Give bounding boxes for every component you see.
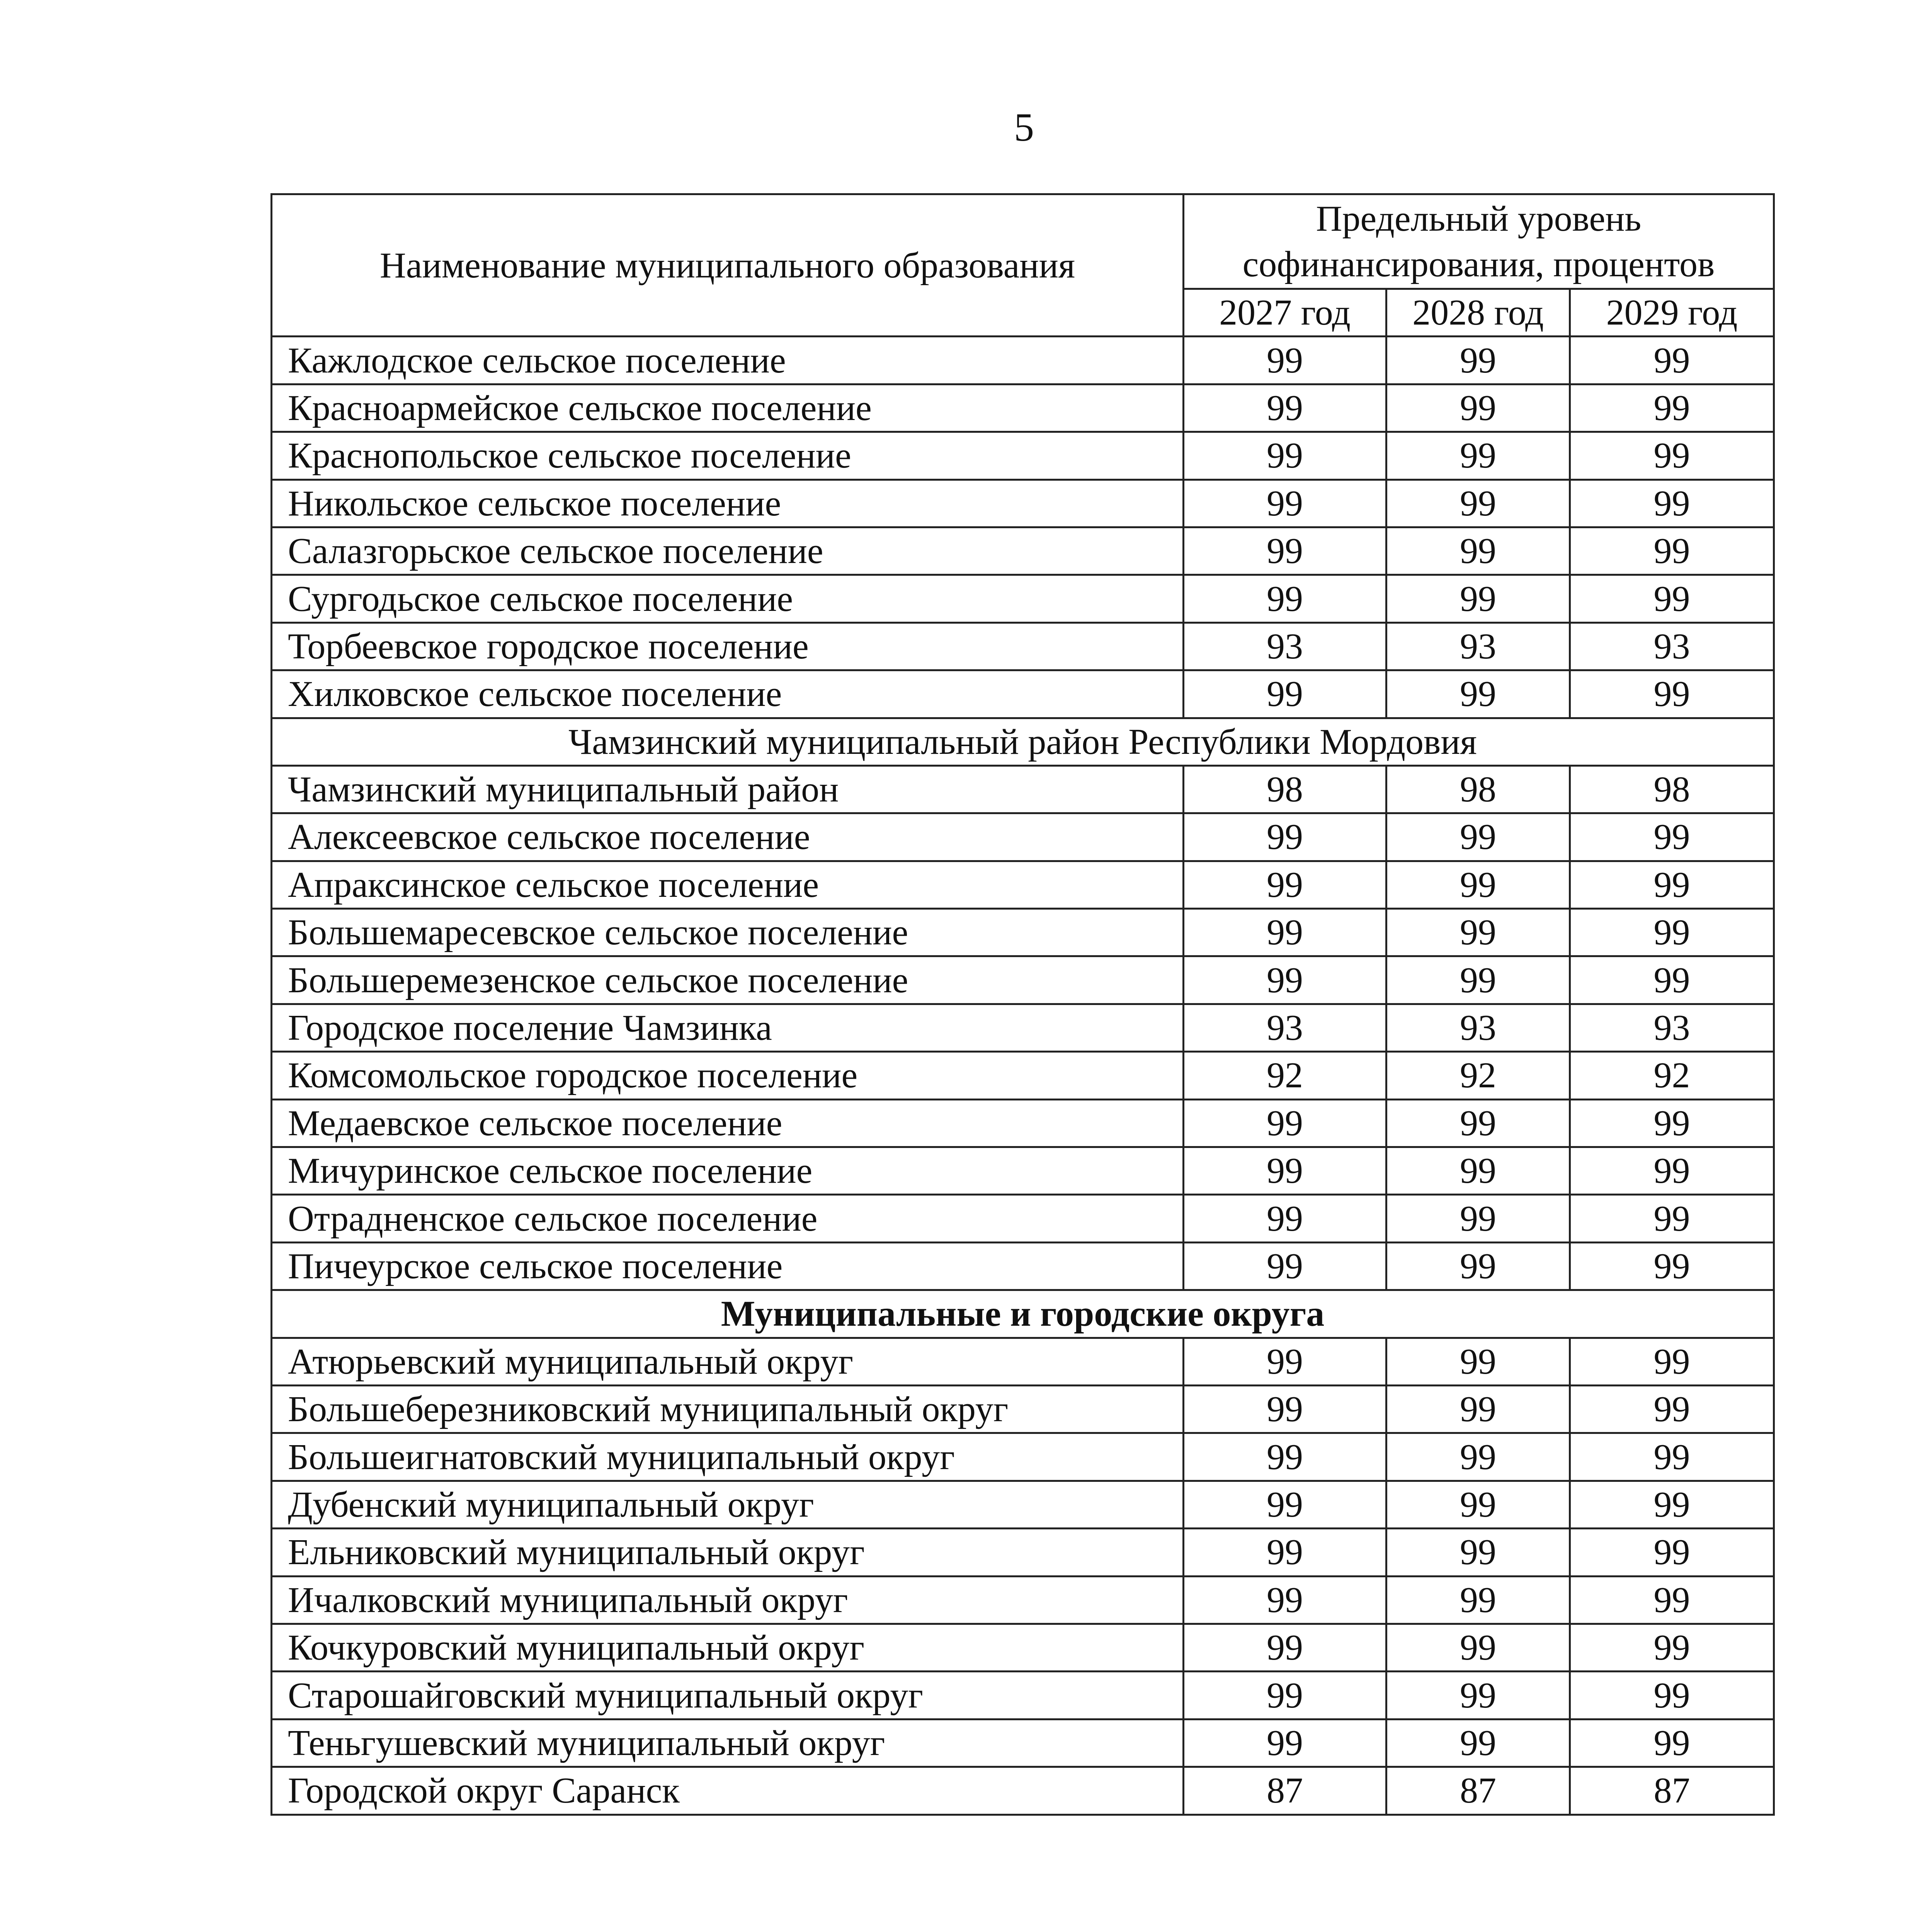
- value-2029: 99: [1570, 337, 1774, 384]
- table-row: [272, 337, 1774, 384]
- value-2028: 93: [1386, 622, 1570, 670]
- value-2028: 99: [1386, 432, 1570, 480]
- table-row: [272, 1147, 1774, 1195]
- value-2027: 93: [1184, 622, 1386, 670]
- value-2029: 99: [1570, 1099, 1774, 1147]
- value-2027: 99: [1184, 1576, 1386, 1624]
- section-title: Муниципальные и городские округа: [272, 1290, 1774, 1338]
- value-2027: 87: [1184, 1767, 1386, 1815]
- table-row: [272, 1242, 1774, 1290]
- municipality-name: Большеремезенское сельское поселение: [272, 956, 1184, 1004]
- value-2027: 98: [1184, 765, 1386, 813]
- table-row: [272, 1433, 1774, 1481]
- value-2029: 99: [1570, 1719, 1774, 1767]
- value-2029: 99: [1570, 1576, 1774, 1624]
- table-row: [272, 1719, 1774, 1767]
- municipality-name: Алексеевское сельское поселение: [272, 813, 1184, 861]
- table-row: [272, 1052, 1774, 1099]
- value-2028: 99: [1386, 670, 1570, 718]
- municipality-name: Ельниковский муниципальный округ: [272, 1529, 1184, 1576]
- value-2029: 99: [1570, 909, 1774, 956]
- table-row: [272, 527, 1774, 575]
- value-2029: 99: [1570, 384, 1774, 432]
- value-2029: 99: [1570, 480, 1774, 527]
- value-2029: 99: [1570, 1624, 1774, 1671]
- municipality-name: Торбеевское городское поселение: [272, 622, 1184, 670]
- header-year-2029: 2029 год: [1570, 289, 1774, 337]
- municipality-name: Городское поселение Чамзинка: [272, 1004, 1184, 1051]
- value-2029: 99: [1570, 1433, 1774, 1481]
- value-2027: 92: [1184, 1052, 1386, 1099]
- value-2027: 99: [1184, 384, 1386, 432]
- value-2027: 99: [1184, 1481, 1386, 1528]
- municipality-name: Никольское сельское поселение: [272, 480, 1184, 527]
- value-2029: 99: [1570, 1481, 1774, 1528]
- value-2029: 99: [1570, 1338, 1774, 1385]
- value-2028: 99: [1386, 1385, 1570, 1433]
- municipality-name: Краснопольское сельское поселение: [272, 432, 1184, 480]
- municipality-name: Пичеурское сельское поселение: [272, 1242, 1184, 1290]
- municipality-name: Кажлодское сельское поселение: [272, 337, 1184, 384]
- value-2029: 99: [1570, 1672, 1774, 1719]
- municipality-name: Сургодьское сельское поселение: [272, 575, 1184, 622]
- value-2027: 99: [1184, 1195, 1386, 1242]
- value-2028: 99: [1386, 1195, 1570, 1242]
- value-2027: 99: [1184, 1433, 1386, 1481]
- value-2028: 99: [1386, 1624, 1570, 1671]
- municipality-name: Старошайговский муниципальный округ: [272, 1672, 1184, 1719]
- value-2029: 92: [1570, 1052, 1774, 1099]
- table-row: [272, 1481, 1774, 1528]
- value-2027: 99: [1184, 1529, 1386, 1576]
- header-name-column: Наименование муниципального образования: [272, 194, 1184, 337]
- value-2029: 87: [1570, 1767, 1774, 1815]
- value-2028: 92: [1386, 1052, 1570, 1099]
- value-2028: 99: [1386, 384, 1570, 432]
- page-number: 5: [1014, 105, 1034, 150]
- table-row: [272, 1529, 1774, 1576]
- value-2028: 99: [1386, 1433, 1570, 1481]
- municipality-name: Красноармейское сельское поселение: [272, 384, 1184, 432]
- section-row: [272, 718, 1774, 765]
- value-2028: 99: [1386, 1481, 1570, 1528]
- table-row: [272, 1195, 1774, 1242]
- value-2028: 99: [1386, 337, 1570, 384]
- section-row: [272, 1290, 1774, 1338]
- value-2027: 99: [1184, 1099, 1386, 1147]
- value-2028: 99: [1386, 480, 1570, 527]
- table-row: [272, 1672, 1774, 1719]
- municipality-name: Большемаресевское сельское поселение: [272, 909, 1184, 956]
- value-2027: 99: [1184, 861, 1386, 908]
- value-2028: 99: [1386, 956, 1570, 1004]
- value-2028: 99: [1386, 1099, 1570, 1147]
- value-2029: 99: [1570, 1242, 1774, 1290]
- table-row: [272, 956, 1774, 1004]
- municipality-name: Атюрьевский муниципальный округ: [272, 1338, 1184, 1385]
- value-2029: 99: [1570, 1385, 1774, 1433]
- table-row: [272, 1099, 1774, 1147]
- table-row: [272, 1624, 1774, 1671]
- value-2028: 99: [1386, 1147, 1570, 1195]
- value-2029: 99: [1570, 1195, 1774, 1242]
- value-2029: 99: [1570, 813, 1774, 861]
- table-row: [272, 765, 1774, 813]
- municipality-name: Чамзинский муниципальный район: [272, 765, 1184, 813]
- table-row: [272, 575, 1774, 622]
- value-2028: 99: [1386, 909, 1570, 956]
- value-2027: 99: [1184, 1672, 1386, 1719]
- value-2028: 99: [1386, 813, 1570, 861]
- value-2027: 99: [1184, 432, 1386, 480]
- value-2028: 93: [1386, 1004, 1570, 1051]
- value-2027: 93: [1184, 1004, 1386, 1051]
- value-2028: 99: [1386, 861, 1570, 908]
- value-2027: 99: [1184, 1385, 1386, 1433]
- value-2027: 99: [1184, 1242, 1386, 1290]
- value-2028: 99: [1386, 1672, 1570, 1719]
- table-body: [272, 337, 1774, 1815]
- value-2027: 99: [1184, 575, 1386, 622]
- value-2028: 99: [1386, 1338, 1570, 1385]
- value-2027: 99: [1184, 1147, 1386, 1195]
- table-row: [272, 622, 1774, 670]
- table-row: [272, 813, 1774, 861]
- table-row: [272, 670, 1774, 718]
- value-2027: 99: [1184, 956, 1386, 1004]
- value-2029: 99: [1570, 527, 1774, 575]
- value-2028: 99: [1386, 575, 1570, 622]
- table-row: [272, 909, 1774, 956]
- municipality-name: Салазгорьское сельское поселение: [272, 527, 1184, 575]
- municipality-name: Ичалковский муниципальный округ: [272, 1576, 1184, 1624]
- table-row: [272, 1004, 1774, 1051]
- municipality-name: Медаевское сельское поселение: [272, 1099, 1184, 1147]
- municipality-name: Апраксинское сельское поселение: [272, 861, 1184, 908]
- value-2028: 99: [1386, 1529, 1570, 1576]
- value-2028: 99: [1386, 1242, 1570, 1290]
- value-2029: 99: [1570, 575, 1774, 622]
- table-header: [272, 194, 1774, 337]
- table-row: [272, 432, 1774, 480]
- cofinancing-table: [270, 193, 1775, 1816]
- municipality-name: Комсомольское городское поселение: [272, 1052, 1184, 1099]
- header-cofinancing-group: Предельный уровень софинансирования, процентов: [1184, 194, 1774, 289]
- value-2027: 99: [1184, 813, 1386, 861]
- value-2028: 87: [1386, 1767, 1570, 1815]
- value-2029: 93: [1570, 622, 1774, 670]
- value-2028: 99: [1386, 1576, 1570, 1624]
- municipality-name: Теньгушевский муниципальный округ: [272, 1719, 1184, 1767]
- municipality-name: Дубенский муниципальный округ: [272, 1481, 1184, 1528]
- municipality-name: Мичуринское сельское поселение: [272, 1147, 1184, 1195]
- value-2027: 99: [1184, 670, 1386, 718]
- value-2029: 99: [1570, 956, 1774, 1004]
- value-2027: 99: [1184, 909, 1386, 956]
- value-2029: 99: [1570, 670, 1774, 718]
- municipality-name: Отрадненское сельское поселение: [272, 1195, 1184, 1242]
- section-title: Чамзинский муниципальный район Республики Мордовия: [272, 718, 1774, 765]
- value-2027: 99: [1184, 1624, 1386, 1671]
- value-2027: 99: [1184, 1338, 1386, 1385]
- header-year-2027: 2027 год: [1184, 289, 1386, 337]
- municipality-name: Городской округ Саранск: [272, 1767, 1184, 1815]
- table-row: [272, 1767, 1774, 1815]
- value-2029: 99: [1570, 861, 1774, 908]
- value-2029: 93: [1570, 1004, 1774, 1051]
- value-2027: 99: [1184, 527, 1386, 575]
- value-2027: 99: [1184, 480, 1386, 527]
- table-row: [272, 480, 1774, 527]
- table-row: [272, 1385, 1774, 1433]
- value-2029: 98: [1570, 765, 1774, 813]
- value-2029: 99: [1570, 1147, 1774, 1195]
- municipality-name: Большеигнатовский муниципальный округ: [272, 1433, 1184, 1481]
- municipality-name: Кочкуровский муниципальный округ: [272, 1624, 1184, 1671]
- table-row: [272, 1576, 1774, 1624]
- table-row: [272, 861, 1774, 908]
- value-2027: 99: [1184, 337, 1386, 384]
- value-2027: 99: [1184, 1719, 1386, 1767]
- value-2028: 98: [1386, 765, 1570, 813]
- table-row: [272, 1338, 1774, 1385]
- municipality-name: Большеберезниковский муниципальный округ: [272, 1385, 1184, 1433]
- table-row: [272, 384, 1774, 432]
- municipality-name: Хилковское сельское поселение: [272, 670, 1184, 718]
- value-2028: 99: [1386, 527, 1570, 575]
- header-year-2028: 2028 год: [1386, 289, 1570, 337]
- value-2028: 99: [1386, 1719, 1570, 1767]
- value-2029: 99: [1570, 432, 1774, 480]
- value-2029: 99: [1570, 1529, 1774, 1576]
